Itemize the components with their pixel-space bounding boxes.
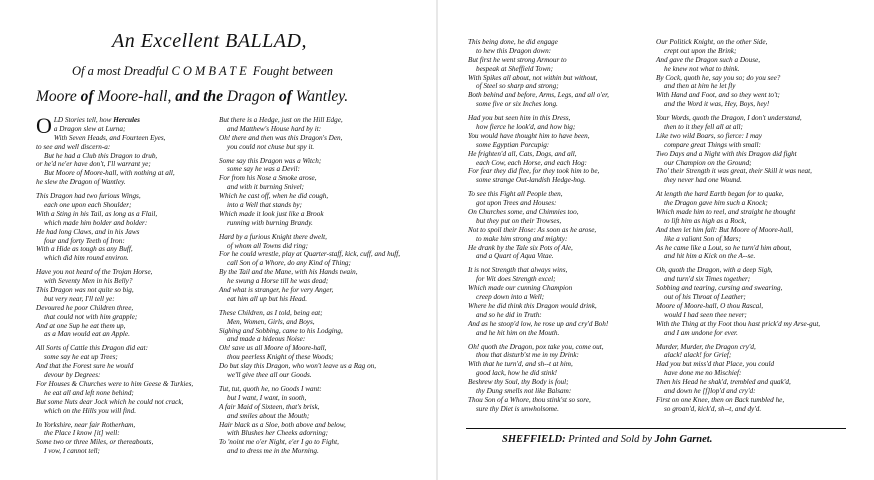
verse-line: some strange Out-landish Hedge-hog. [476, 176, 586, 185]
verse-line: and a Quart of Aqua Vitae. [476, 252, 554, 261]
verse-line: and turn'd six Times together; [664, 275, 751, 284]
verse-line: he knew not what to think. [664, 64, 740, 73]
stanza [656, 266, 820, 337]
closing-rule [466, 428, 846, 429]
subtitle-combate: COMBATE [171, 64, 250, 78]
verse-line: they never had one Wound. [664, 176, 742, 185]
title-part: Dragon [223, 88, 279, 105]
verse-line: then to it they fell all at all; [664, 123, 743, 132]
verse-line: With that he turn'd, and sh--t at him, [468, 360, 573, 369]
verse-line: got upon Trees and Houses: [476, 199, 557, 208]
verse-line: Thou Son of a Whore, thou stink'st so sore, [468, 395, 591, 404]
verse-line: With Spikes all about, not within but without, [468, 73, 598, 82]
verse-line: This Dragon was not quite so big, [36, 286, 134, 295]
verse-line: As he came like a Lout, so he turn'd him about, [656, 243, 792, 252]
verse-line: This Dragon had two furious Wings, [36, 192, 141, 201]
verse-line: Oh! quoth the Dragon, pox take you, come out, [468, 342, 604, 351]
verse-line: and hit him a Kick on the A--se. [664, 252, 756, 261]
verse-line: He had long Claws, and in his Jaws [36, 227, 140, 236]
verse-line: into a Well that stands by; [227, 201, 303, 210]
verse-line: Devoured he poor Children three, [36, 303, 134, 312]
verse-line: would I had seen thee never; [664, 310, 747, 319]
verse-line: Both behind and before, Arms, Legs, and all o'er, [468, 91, 609, 100]
verse-line: to see and well discern-a: [36, 142, 111, 151]
stanza [36, 421, 193, 457]
verse-line: and so he did in Truth: [476, 310, 542, 319]
verse-line: compare great Things with small: [664, 140, 761, 149]
verse-line: Then his Head he shak'd, trembled and quak'd, [656, 378, 791, 387]
verse-column-3 [468, 38, 609, 414]
drop-cap: O [36, 113, 52, 138]
verse-line: Where he did think this Dragon would drink, [468, 301, 597, 310]
ballad-subtitle [72, 64, 333, 79]
verse-line: In Yorkshire, near fair Rotherham, [36, 420, 136, 429]
verse-line: For Houses & Churches were to him Geese & Turkies, [36, 379, 194, 388]
verse-column-4 [656, 38, 820, 414]
verse-text-bold: Hercules [113, 116, 140, 124]
stanza [656, 114, 820, 185]
verse-line: he eat all and left none behind; [44, 388, 134, 397]
verse-line: And that the Forest sure he would [36, 362, 134, 371]
verse-line: our Champion on the Ground; [664, 158, 752, 167]
verse-line: for Wit does Strength excel; [476, 275, 556, 284]
verse-line: some say he eat up Trees; [44, 353, 118, 362]
verse-line: But Moore of Moore-hall, with nothing at all, [44, 169, 175, 178]
verse-line: First on one Knee, then on Back tumbled he, [656, 395, 785, 404]
imprint-place: SHEFFIELD: [502, 434, 566, 445]
verse-line: Oh! save us all Moore of Moore-hall, [219, 344, 327, 353]
verse-line: And gave the Dragon such a Douse, [656, 55, 761, 64]
verse-line: which on the Hills you will find. [44, 406, 137, 415]
title-part: of [80, 88, 94, 105]
verse-line: This being done, he did engage [468, 38, 558, 46]
verse-line: Some say this Dragon was a Witch; [219, 156, 322, 165]
verse-line: Hard by a furious Knight there dwelt, [219, 232, 327, 241]
verse-line: and down he [f]lop'd and cry'd: [664, 386, 756, 395]
verse-line: Which made our cunning Champion [468, 284, 573, 293]
verse-line: four and forty Teeth of Iron: [44, 236, 125, 245]
verse-line: bespeak at Sheffield Town; [476, 64, 553, 73]
verse-line: how fierce he look'd, and how big; [476, 123, 576, 132]
verse-line: To 'noint me o'er Night, e'er I go to Fight, [219, 438, 339, 447]
verse-line: and the Word it was, Hey, Boys, hey! [664, 100, 770, 109]
verse-line: Had you but seen him in this Dress, [468, 114, 571, 123]
subtitle-part: Of a most Dreadful [72, 64, 172, 78]
verse-line: With Hand and Foot, and so they went to't; [656, 91, 780, 100]
verse-line: By the Tail and the Mane, with his Hands twain, [219, 268, 358, 277]
verse-line: Sobbing and tearing, cursing and swearing, [656, 284, 783, 293]
verse-line: Tho' their Strength it was great, their Skill it was neat, [656, 167, 812, 176]
verse-line: Which he cast off, when he did cough, [219, 192, 329, 201]
verse-line: which did him round environ. [44, 254, 129, 263]
title-part: Wantley. [291, 88, 349, 105]
verse-line: But some Nuts dear Jock which he could not crack, [36, 397, 184, 406]
verse-line: of whom all Towns did ring; [227, 241, 309, 250]
verse-line: sure thy Diet is unwholsome. [476, 404, 559, 413]
verse-line: as a Man would eat an Apple. [44, 330, 130, 339]
verse-line: It is not Strength that always wins, [468, 266, 568, 275]
verse-line: he slew the Dragon of Wantley. [36, 178, 126, 187]
verse-line: each one upon each Shoulder; [44, 201, 132, 210]
verse-line: Our Politick Knight, on the other Side, [656, 38, 768, 46]
verse-line: All Sorts of Cattle this Dragon did eat: [36, 344, 149, 353]
verse-line: Have you not heard of the Trojan Horse, [36, 268, 153, 277]
stanza [468, 343, 609, 414]
verse-line: Not to spoil their Hose: As soon as he arose, [468, 225, 597, 234]
verse-line: some say he was a Devil: [227, 165, 300, 174]
stanza [36, 192, 193, 263]
verse-line: But he had a Club this Dragon to drub, [44, 151, 158, 160]
verse-line: but they put on their Trowses, [476, 216, 562, 225]
verse-line: thou peerless Knight of these Woods; [227, 353, 334, 362]
verse-line: And then let him fall: But Moore of Moore-hall, [656, 225, 794, 234]
verse-line: With a Sting in his Tail, as long as a Flail, [36, 209, 158, 218]
verse-line: some Egyptian Porcupig: [476, 140, 550, 149]
verse-line: Two Days and a Night with this Dragon did fight [656, 149, 797, 158]
verse-line: some five or six Inches long. [476, 100, 558, 109]
stanza [468, 114, 609, 185]
verse-line: Sighing and Sobbing, came to his Lodging, [219, 326, 343, 335]
verse-line: with Blushes her Cheeks adorning; [227, 429, 329, 438]
verse-line: and with it burning Snivel; [227, 183, 305, 192]
stanza [656, 190, 820, 261]
verse-line: For fear they did flee, for they took him to be, [468, 167, 600, 176]
verse-text: LD Stories tell, how [53, 116, 114, 124]
verse-line: to make him strong and mighty: [476, 234, 568, 243]
verse-line: Tut, tut, quoth he, no Goods I want: [219, 384, 322, 393]
verse-line: For he could wrestle, play at Quarter-staff, kick, cuff, and huff, [219, 250, 401, 259]
verse-line: or he'd ne'er have don't, I'll warrant ye; [36, 160, 151, 169]
verse-line: He drank by the Tale six Pots of Ale, [468, 243, 573, 252]
imprint-printer: John Garnet. [654, 434, 713, 445]
verse-line: out of his Throat of Leather; [664, 293, 746, 302]
stanza [36, 344, 193, 415]
right-page [438, 0, 874, 480]
verse-line: Beshrew thy Soul, thy Body is foul; [468, 378, 569, 387]
title-part: of [279, 88, 292, 105]
verse-line: alack! alack! for Grief; [664, 351, 732, 360]
verse-column-2 [219, 116, 400, 456]
verse-line: I vow, I cannot tell; [44, 447, 100, 456]
verse-line: By Cock, quoth he, say you so; do you see? [656, 73, 781, 82]
verse-line: With the Thing at thy Foot thou hast prick'd my Arse-gut, [656, 319, 821, 328]
stanza [219, 116, 400, 152]
verse-line: thy Dung smells not like Balsam: [476, 386, 572, 395]
verse-line: but very near, I'll tell ye: [44, 294, 115, 303]
title-part: and the [175, 88, 224, 105]
ballad-title: An Excellent BALLAD, [112, 30, 307, 52]
stanza [219, 157, 400, 228]
verse-line: Your Words, quoth the Dragon, I don't understand, [656, 114, 802, 123]
verse-line: Men, Women, Girls, and Boys, [227, 317, 315, 326]
title-part: Moore-hall, [93, 88, 176, 105]
verse-line: A fair Maid of Sixteen, that's brisk, [219, 402, 320, 411]
verse-line: With Seven Heads, and Fourteen Eyes, [53, 133, 166, 142]
verse-line: we'll give thee all our Goods. [227, 371, 312, 380]
verse-line: Do but slay this Dragon, who won't leave us a Rag on, [219, 362, 377, 371]
verse-line: But there is a Hedge, just on the Hill Edge, [219, 116, 343, 124]
verse-line: a Dragon slew at Lurna; [53, 124, 126, 133]
verse-line: and Matthew's House hard by it: [227, 124, 322, 133]
stanza [468, 190, 609, 261]
verse-line: he swung a Horse till he was dead; [227, 277, 329, 286]
verse-line: call Son of a Whore, do any Kind of Thing; [227, 259, 351, 268]
verse-line: thou that disturb'st me in my Drink: [476, 351, 579, 360]
stanza [656, 343, 820, 414]
verse-line: And as he stoop'd low, he rose up and cry'd Boh! [468, 319, 609, 328]
verse-line: and then at him he let fly [664, 82, 736, 91]
title-part: Moore [36, 88, 81, 105]
stanza [36, 268, 193, 339]
printer-imprint [502, 434, 712, 445]
verse-line: Which made it look just like a Brook [219, 209, 324, 218]
stanza [468, 38, 609, 109]
verse-line: At length the hard Earth began for to quake, [656, 190, 784, 199]
left-page [0, 0, 436, 480]
verse-line: You would have thought him to have been, [468, 131, 590, 140]
verse-line: which made him bolder and bolder: [44, 218, 148, 227]
verse-line: eat him all up but his Head. [227, 294, 308, 303]
verse-line: On Churches some, and Chimnies too, [468, 208, 579, 217]
verse-line: And at one Sup he eat them up, [36, 321, 126, 330]
verse-line: Which made him to reel, and straight he thought [656, 208, 796, 217]
verse-line: to lift him as high as a Rock, [664, 216, 747, 225]
verse-line: and I am undone for ever. [664, 328, 738, 337]
verse-line: you could not chuse but spy it. [227, 142, 315, 151]
stanza [36, 125, 193, 187]
ballad-subtitle-names [36, 88, 348, 106]
verse-line: that could not with him grapple; [44, 312, 138, 321]
subtitle-part: Fought between [249, 64, 334, 78]
stanza [219, 233, 400, 304]
verse-line: but I want, I want, in sooth, [227, 393, 307, 402]
verse-line: each Cow, each Horse, and each Hog: [476, 158, 587, 167]
stanza [468, 266, 609, 337]
verse-line: Some two or three Miles, or thereabouts, [36, 438, 154, 447]
verse-line: running with burning Brandy. [227, 218, 313, 227]
verse-line: And what is stranger, he for very Anger, [219, 286, 334, 295]
verse-line: and made a hideous Noise: [227, 335, 306, 344]
verse-line: But first he went strong Armour to [468, 55, 567, 64]
verse-line: These Children, as I told, being eat; [219, 308, 323, 317]
verse-line: Like two wild Boars, so fierce: I may [656, 131, 762, 140]
verse-line: Had you but miss'd that Place, you could [656, 360, 775, 369]
verse-line: creep down into a Well; [476, 293, 545, 302]
verse-column-1 [36, 113, 194, 456]
verse-line: and smiles about the Mouth; [227, 411, 310, 420]
stanza [656, 38, 820, 109]
verse-line: with Seventy Men in his Belly? [44, 277, 133, 286]
verse-line: With a Hide as tough as any Buff, [36, 245, 133, 254]
verse-line: the Dragon gave him such a Knock; [664, 199, 768, 208]
verse-line: to hew this Dragon down: [476, 46, 552, 55]
verse-line: good lack, how he did stink! [476, 369, 558, 378]
verse-line: Oh! there and then was this Dragon's Den, [219, 133, 343, 142]
verse-line: Hair black as a Sloe, both above and below, [219, 420, 346, 429]
verse-line: and he hit him on the Mouth. [476, 328, 560, 337]
verse-line: Murder, Murder, the Dragon cry'd, [656, 342, 756, 351]
verse-line: have done me no Mischief: [664, 369, 742, 378]
verse-line: devour by Degrees: [44, 371, 101, 380]
verse-line: crept out upon the Brink; [664, 46, 737, 55]
verse-line: and to dress me in the Morning. [227, 447, 319, 456]
verse-line: Moore of Moore-hall, O thou Rascal, [656, 301, 764, 310]
stanza [219, 309, 400, 380]
verse-line: so groan'd, kick'd, sh--t, and dy'd. [664, 404, 762, 413]
verse-line: To see this Fight all People then, [468, 190, 563, 199]
verse-line: For from his Nose a Smoke arose, [219, 174, 317, 183]
verse-line: of Steel so sharp and strong; [476, 82, 559, 91]
verse-line: Oh, quoth the Dragon, with a deep Sigh, [656, 266, 773, 275]
verse-line: He frighten'd all, Cats, Dogs, and all, [468, 149, 577, 158]
stanza [219, 385, 400, 456]
imprint-text: Printed and Sold by [565, 434, 655, 445]
verse-line: like a valiant Son of Mars; [664, 234, 741, 243]
verse-line: the Place I know [it] well: [44, 429, 120, 438]
